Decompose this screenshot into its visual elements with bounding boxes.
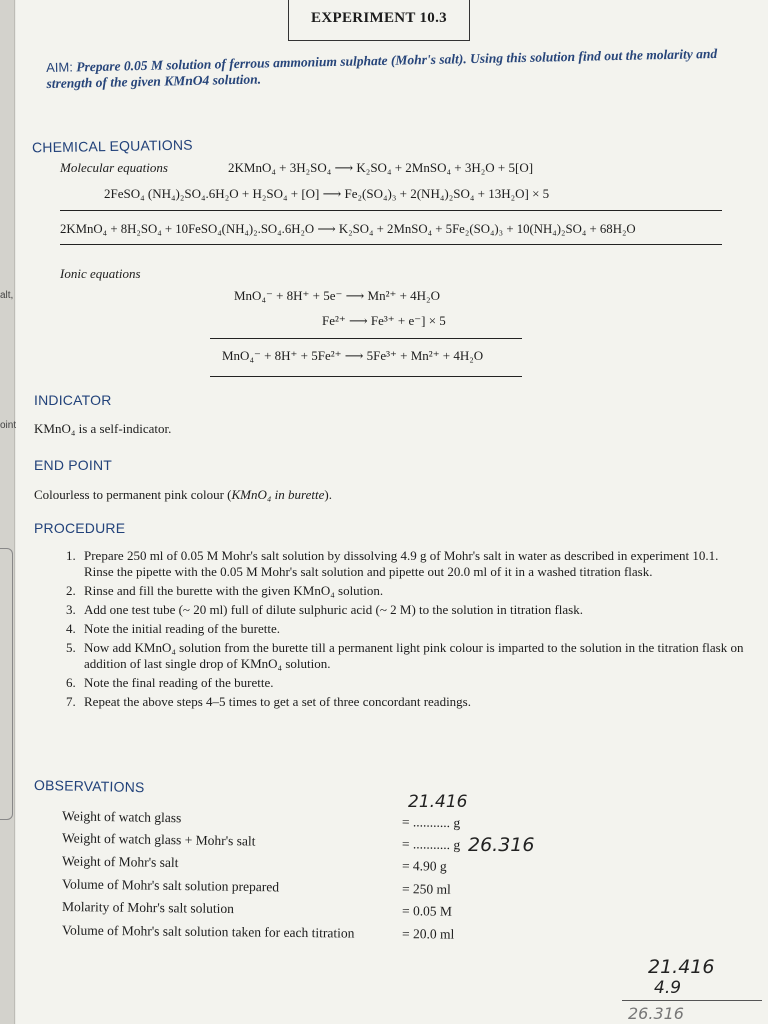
ionic-equation-1: MnO₄⁻ + 8H⁺ + 5e⁻ ⟶ Mn²⁺ + 4H₂O [234,288,440,303]
observations-heading: OBSERVATIONS [33,776,145,796]
ionic-equations-label: Ionic equations [60,266,141,281]
margin-note: oint [0,420,17,431]
procedure-steps [66,548,746,713]
equation-rule [60,210,722,211]
molecular-equation-1: 2KMnO₄ + 3H₂SO₄ ⟶ K₂SO₄ + 2MnSO₄ + 3H₂O + 5[O] [228,160,534,175]
handwritten-watch-glass-plus-salt: 26.316 [468,834,535,856]
ionic-net-equation: MnO₄⁻ + 8H⁺ + 5Fe²⁺ ⟶ 5Fe³⁺ + Mn²⁺ + 4H₂O [222,348,484,363]
handwritten-sum-rule [622,1000,762,1001]
handwritten-calc-line-1: 21.416 [648,956,715,978]
observation-row: Weight of watch glass = ........... g [61,808,461,831]
procedure-step: 3. Add one test tube (~ 20 ml) full of dilute sulphuric acid (~ 2 M) to the solution in titration flask. [66,602,583,617]
indicator-text: KMnO₄ is a self-indicator. [34,421,172,436]
aim-text: Prepare 0.05 M solution of ferrous ammonium sulphate (Mohr's salt). Using this solution find out the molarity and strength of the given KMnO4 solution. [46,45,718,91]
molecular-equation-2: 2FeSO₄ (NH₄)₂SO₄.6H₂O + H₂SO₄ + [O] ⟶ Fe₂(SO₄)₃ + 2(NH₄)₂SO₄ + 13H₂O] × 5 [104,186,550,201]
procedure-step: 5. Now add KMnO₄ solution from the burette till a permanent light pink colour is imparted to the solution in the titration flask on addition of last single drop of KMnO₄ solution. [66,640,744,671]
procedure-heading: PROCEDURE [34,520,126,536]
indicator-heading: INDICATOR [34,392,112,408]
handwritten-calc-line-3: 26.316 [628,1004,684,1023]
observation-row: Molarity of Mohr's salt solution = 0.05 M [61,898,453,919]
aim-label: AIM: [46,59,74,75]
observation-row: Weight of watch glass + Mohr's salt = ........... g [61,830,461,853]
procedure-step: 4. Note the initial reading of the burette. [66,621,281,636]
observation-row: Volume of Mohr's salt solution taken for each titration = 20.0 ml [61,922,455,942]
equation-rule [60,244,722,245]
document-page [16,0,768,1024]
adjacent-page-box [0,548,13,820]
handwritten-calc-line-2: 4.9 [654,978,682,998]
end-point-heading: END POINT [34,457,113,473]
equation-rule [210,338,522,339]
procedure-step: 6. Note the final reading of the burette. [66,675,274,690]
experiment-title: EXPERIMENT 10.3 [288,0,470,41]
observation-row: Weight of Mohr's salt = 4.90 g [61,853,447,874]
molecular-net-equation: 2KMnO₄ + 8H₂SO₄ + 10FeSO₄(NH₄)₂.SO₄.6H₂O ⟶ K₂SO₄ + 2MnSO₄ + 5Fe₂(SO₄)₃ + 10(NH₄)₂SO₄ + 68H₂O [60,222,636,236]
aim-section [46,45,747,92]
handwritten-watch-glass: 21.416 [408,792,468,812]
molecular-equations-label: Molecular equations [60,160,168,175]
ionic-equation-2: Fe²⁺ ⟶ Fe³⁺ + e⁻] × 5 [322,313,446,328]
procedure-step: 7. Repeat the above steps 4–5 times to get a set of three concordant readings. [66,694,471,709]
equation-rule [210,376,522,377]
procedure-step: 1. Prepare 250 ml of 0.05 M Mohr's salt solution by dissolving 4.9 g of Mohr's salt in water as described in experiment 10.1. Rinse the pipette with the 0.05 M Mohr's salt solution and pipette out 20.0 ml of it in a washed titration flask. [66,548,719,579]
adjacent-page-edge [0,0,15,1024]
observation-row: Volume of Mohr's salt solution prepared = 250 ml [61,876,451,897]
end-point-text: Colourless to permanent pink colour (KMnO₄ in burette). [34,487,332,502]
procedure-step: 2. Rinse and fill the burette with the given KMnO₄ solution. [66,583,384,598]
margin-note: alt, [0,290,14,301]
chemical-equations-heading: CHEMICAL EQUATIONS [31,136,193,156]
